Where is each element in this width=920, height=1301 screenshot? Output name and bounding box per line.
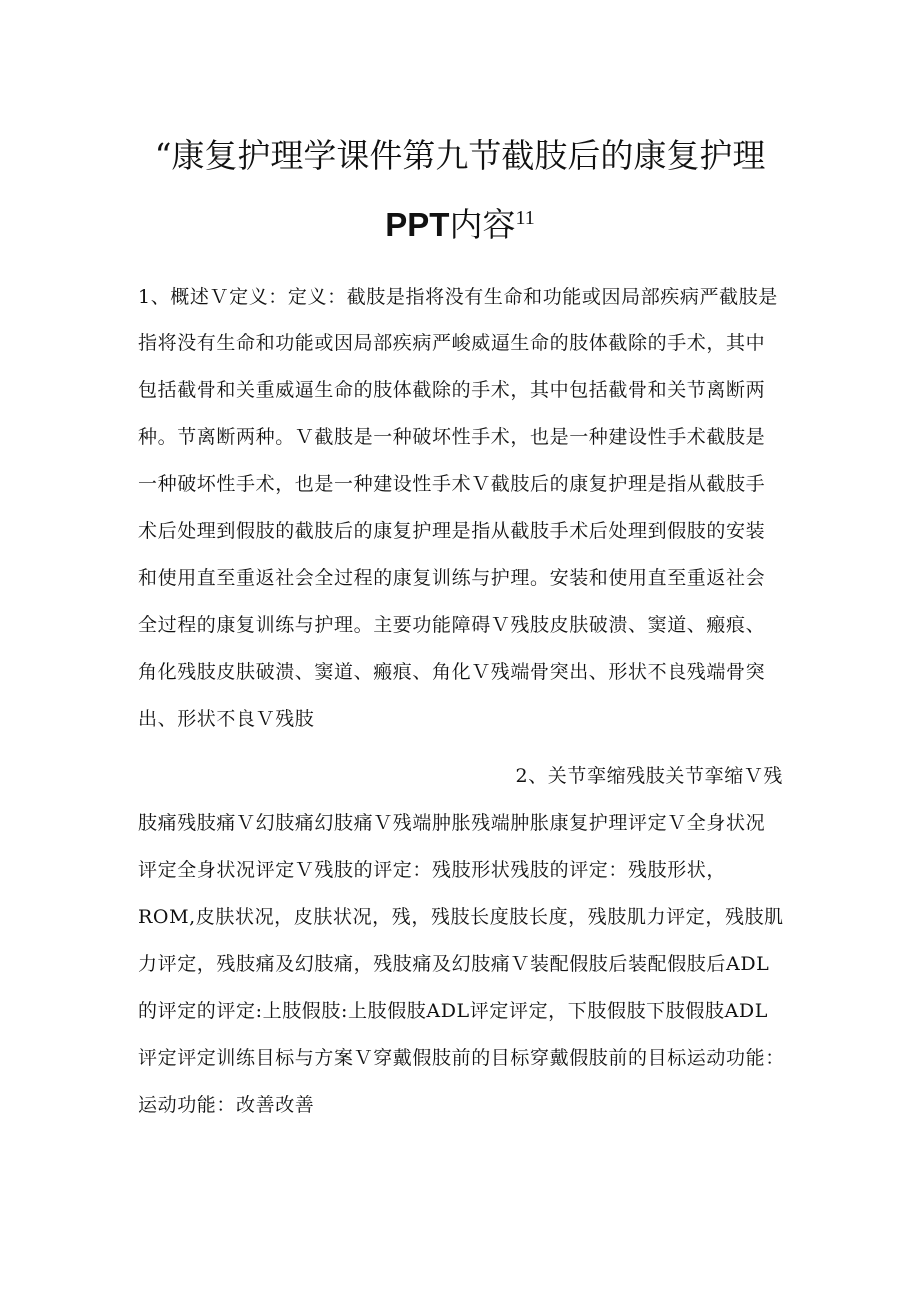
body-line: 术后处理到假肢的截肢后的康复护理是指从截肢手术后处理到假肢的安装 bbox=[138, 520, 766, 542]
body-line: 全过程的康复训练与护理。主要功能障碍Ｖ残肢皮肤破溃、窦道、瘢痕、 bbox=[138, 614, 766, 636]
body-line: 指将没有生命和功能或因局部疾病严峻威逼生命的肢体截除的手术，其中 bbox=[138, 332, 766, 354]
body-line: 出、形状不良Ｖ残肢 bbox=[138, 708, 315, 730]
title-content-label: 内容 bbox=[449, 205, 516, 244]
title-superscript: 11 bbox=[515, 207, 535, 229]
body-line: 运动功能：改善改善 bbox=[138, 1094, 315, 1116]
body-line: 一种破坏性手术，也是一种建设性手术Ｖ截肢后的康复护理是指从截肢手 bbox=[138, 473, 766, 495]
body-line: 力评定，残肢痛及幻肢痛，残肢痛及幻肢痛Ｖ装配假肢后装配假肢后ADL bbox=[138, 953, 770, 975]
document-title-line-2 bbox=[0, 198, 920, 245]
body-line: 种。节离断两种。Ｖ截肢是一种破坏性手术，也是一种建设性手术截肢是 bbox=[138, 426, 766, 448]
section-2-heading: 2、关节挛缩残肢关节挛缩Ｖ残 bbox=[515, 765, 783, 787]
body-line: 角化残肢皮肤破溃、窦道、瘢痕、角化Ｖ残端骨突出、形状不良残端骨突 bbox=[138, 661, 766, 683]
body-line: 和使用直至重返社会全过程的康复训练与护理。安装和使用直至重返社会 bbox=[138, 567, 766, 589]
body-line: 评定全身状况评定Ｖ残肢的评定：残肢形状残肢的评定：残肢形状， bbox=[138, 859, 727, 881]
body-line: 的评定的评定:上肢假肢:上肢假肢ADL评定评定，下肢假肢下肢假肢ADL bbox=[138, 1000, 768, 1022]
title-ppt-label: PPT bbox=[385, 206, 450, 243]
body-line: 评定评定训练目标与方案Ｖ穿戴假肢前的目标穿戴假肢前的目标运动功能： bbox=[138, 1047, 785, 1069]
body-line: 包括截骨和关重威逼生命的肢体截除的手术，其中包括截骨和关节离断两 bbox=[138, 379, 766, 401]
body-line: 肢痛残肢痛Ｖ幻肢痛幻肢痛Ｖ残端肿胀残端肿胀康复护理评定Ｖ全身状况 bbox=[138, 812, 766, 834]
body-line: ROM,皮肤状况，皮肤状况，残，残肢长度肢长度，残肢肌力评定，残肢肌 bbox=[138, 906, 784, 928]
document-title-line-1: “康复护理学课件第九节截肢后的康复护理 bbox=[154, 136, 766, 175]
body-line: 1、概述Ｖ定义：定义：截肢是指将没有生命和功能或因局部疾病严截肢是 bbox=[138, 286, 778, 308]
